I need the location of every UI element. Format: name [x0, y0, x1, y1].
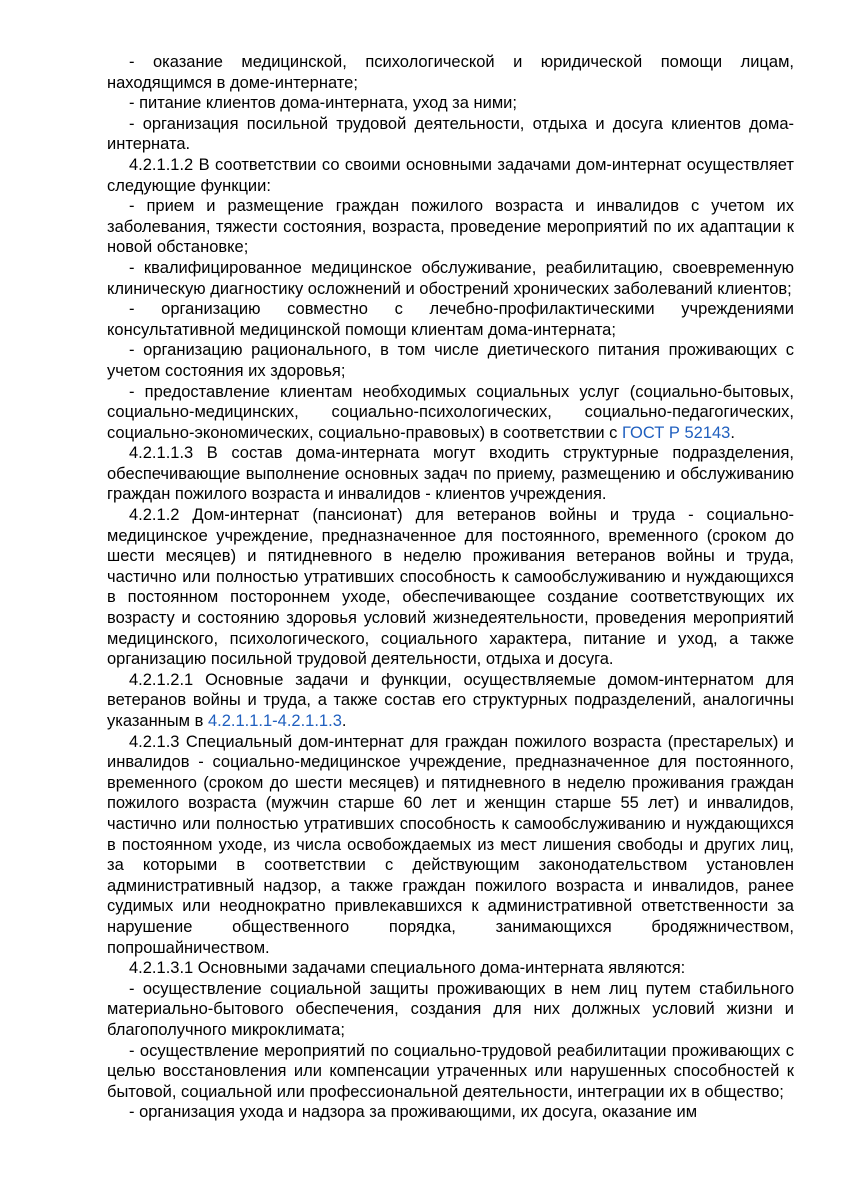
paragraph-7: - организацию совместно с лечебно-профилактическими учреждениями консультативной медицинской помощи клиентам дома-интерната;: [107, 300, 794, 339]
paragraph-17: - организация ухода и надзора за проживающими, их досуга, оказание им: [129, 1103, 698, 1122]
paragraph-1: - оказание медицинской, психологической и юридической помощи лицам, находящимся в доме-интернате;: [107, 53, 794, 92]
paragraph-14: 4.2.1.3.1 Основными задачами специального дома-интерната являются:: [129, 959, 686, 978]
gost-link[interactable]: ГОСТ Р 52143: [622, 423, 731, 442]
paragraph-10: 4.2.1.1.3 В состав дома-интерната могут входить структурные подразделения, обеспечивающие выполнение основных задач по приему, размещению и обслуживанию граждан пожилого возраста и инвалидов - клиентов учреждения.: [107, 444, 794, 504]
paragraph-11: 4.2.1.2 Дом-интернат (пансионат) для ветеранов войны и труда - социально-медицинское учреждение, предназначенное для постоянного, временного (сроком до шести месяцев) и пятидневного в неделю проживания ветеранов войны и труда, частично или полностью утративших способность к самообслуживанию и нуждающихся в постоянном постороннем уходе, обеспечивающее создание соответствующих их возрасту и состоянию здоровья условий жизнедеятельности, проведения мероприятий медицинского, психологического, социального характера, питание и уход, а также организацию посильной трудовой деятельности, отдыха и досуга.: [107, 506, 794, 669]
paragraph-16: - осуществление мероприятий по социально-трудовой реабилитации проживающих с целью восстановления или компенсации утраченных или нарушенных способностей к бытовой, социальной или профессиональной деятельности, интеграции их в общество;: [107, 1041, 794, 1101]
paragraph-8: - организацию рационального, в том числе диетического питания проживающих с учетом состояния их здоровья;: [107, 341, 794, 380]
paragraph-13: 4.2.1.3 Специальный дом-интернат для граждан пожилого возраста (престарелых) и инвалидов - социально-медицинское учреждение, предназначенное для постоянного, временного (сроком до шести месяцев) и пятидневного в неделю проживания граждан пожилого возраста (мужчин старше 60 лет и женщин старше 55 лет) и инвалидов, частично или полностью утративших способность к самообслуживанию и нуждающихся в постоянном уходе, из числа освобождаемых из мест лишения свободы и других лиц, за которыми в соответствии с действующим законодательством установлен административный надзор, а также граждан пожилого возраста и инвалидов, ранее судимых или неоднократно привлекавшихся к административной ответственности за нарушение общественного порядка, занимающихся бродяжничеством, попрошайничеством.: [107, 732, 794, 957]
paragraph-15: - осуществление социальной защиты проживающих в нем лиц путем стабильного материально-бытового обеспечения, создания для них должных условий жизни и благополучного микроклимата;: [107, 979, 794, 1039]
section-reference-link[interactable]: 4.2.1.1.1-4.2.1.1.3: [207, 712, 342, 730]
paragraph-5: - прием и размещение граждан пожилого возраста и инвалидов с учетом их заболевания, тяжести состояния, возраста, проведение мероприятий по их адаптации к новой обстановке;: [107, 197, 794, 257]
paragraph-6: - квалифицированное медицинское обслуживание, реабилитацию, своевременную клиническую диагностику осложнений и обострений хронических заболеваний клиентов;: [107, 258, 794, 298]
paragraph-2: - питание клиентов дома-интерната, уход за ними;: [129, 94, 517, 113]
paragraph-9: - предоставление клиентам необходимых социальных услуг (социально-бытовых, социально-медицинских, социально-психологических, социально-педагогических, социально-экономических, социально-правовых) в соответствии с ГОСТ Р 52143.: [107, 382, 794, 442]
paragraph-4: 4.2.1.1.2 В соответствии со своими основными задачами дом-интернат осуществляет следующие функции:: [107, 155, 794, 195]
paragraph-12: 4.2.1.2.1 Основные задачи и функции, осуществляемые домом-интернатом для ветеранов войны и труда, а также состав его структурных подразделений, аналогичны указанным в 4.2.1.1.1-4.2.1.1.3.: [107, 670, 794, 730]
paragraph-3: - организация посильной трудовой деятельности, отдыха и досуга клиентов дома-интерната.: [107, 114, 794, 154]
